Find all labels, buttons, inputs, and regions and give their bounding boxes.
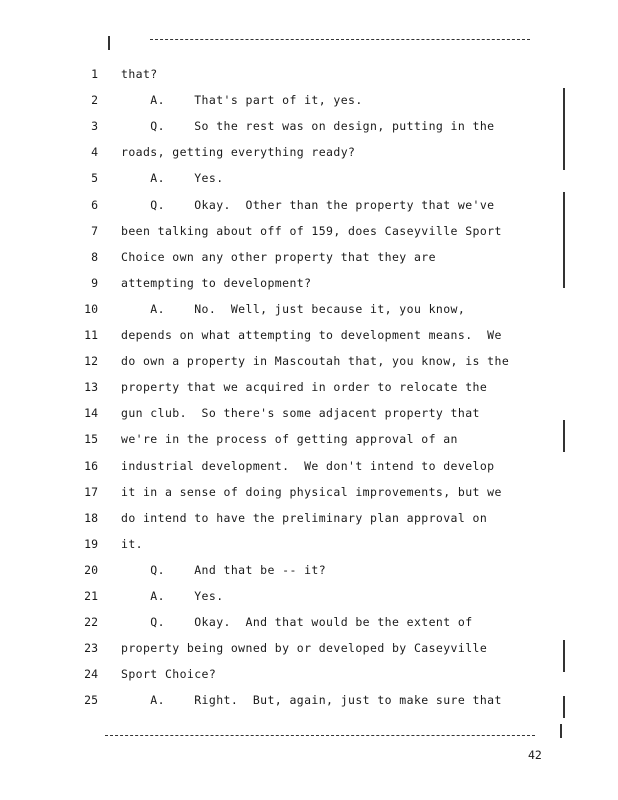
transcript-line-text: A. Yes. — [121, 589, 224, 603]
line-number: 9 — [91, 276, 98, 290]
line-number: 23 — [84, 641, 98, 655]
line-number: 6 — [91, 198, 98, 212]
line-number: 4 — [91, 145, 98, 159]
right-margin-bar — [563, 88, 565, 170]
top-margin-tick — [108, 36, 110, 50]
page-number: 42 — [528, 748, 542, 762]
line-number: 3 — [91, 119, 98, 133]
line-number: 1 — [91, 67, 98, 81]
line-number: 2 — [91, 93, 98, 107]
line-number: 13 — [84, 380, 98, 394]
transcript-line-text: Q. And that be -- it? — [121, 563, 327, 577]
transcript-line-text: Sport Choice? — [121, 667, 217, 681]
transcript-line-text: industrial development. We don't intend to develop — [121, 459, 495, 473]
transcript-line-text: been talking about off of 159, does Caseyville Sport — [121, 224, 502, 238]
line-number: 18 — [84, 511, 98, 525]
line-number: 5 — [91, 171, 98, 185]
right-margin-bar — [563, 696, 565, 718]
line-number: 24 — [84, 667, 98, 681]
transcript-line-text: A. That's part of it, yes. — [121, 93, 363, 107]
bottom-border-rule — [105, 735, 535, 736]
transcript-line-text: Q. Okay. Other than the property that we've — [121, 198, 495, 212]
right-margin-bar — [563, 420, 565, 452]
transcript-line-text: that? — [121, 67, 158, 81]
transcript-line-text: do own a property in Mascoutah that, you know, is the — [121, 354, 510, 368]
transcript-line-text: Choice own any other property that they are — [121, 250, 436, 264]
top-border-rule — [150, 39, 530, 40]
line-number: 12 — [84, 354, 98, 368]
transcript-line-text: gun club. So there's some adjacent property that — [121, 406, 480, 420]
bottom-margin-tick — [560, 724, 562, 738]
line-number: 14 — [84, 406, 98, 420]
transcript-line-text: property that we acquired in order to relocate the — [121, 380, 488, 394]
right-margin-bar — [563, 192, 565, 288]
line-number: 7 — [91, 224, 98, 238]
line-number: 8 — [91, 250, 98, 264]
transcript-line-text: do intend to have the preliminary plan approval on — [121, 511, 488, 525]
transcript-line-text: depends on what attempting to development means. We — [121, 328, 502, 342]
line-number: 15 — [84, 432, 98, 446]
line-number: 22 — [84, 615, 98, 629]
line-number: 11 — [84, 328, 98, 342]
transcript-line-text: A. Right. But, again, just to make sure that — [121, 693, 502, 707]
line-number: 21 — [84, 589, 98, 603]
transcript-line-text: Q. Okay. And that would be the extent of — [121, 615, 473, 629]
line-number: 25 — [84, 693, 98, 707]
line-number: 16 — [84, 459, 98, 473]
transcript-line-text: Q. So the rest was on design, putting in the — [121, 119, 495, 133]
line-number: 20 — [84, 563, 98, 577]
transcript-line-text: attempting to development? — [121, 276, 312, 290]
line-number: 17 — [84, 485, 98, 499]
transcript-line-text: property being owned by or developed by Caseyville — [121, 641, 488, 655]
transcript-line-text: it. — [121, 537, 143, 551]
transcript-line-text: A. Yes. — [121, 171, 224, 185]
transcript-line-text: we're in the process of getting approval of an — [121, 432, 458, 446]
transcript-line-text: it in a sense of doing physical improvements, but we — [121, 485, 502, 499]
line-number: 19 — [84, 537, 98, 551]
transcript-line-text: A. No. Well, just because it, you know, — [121, 302, 466, 316]
line-number: 10 — [84, 302, 98, 316]
transcript-line-text: roads, getting everything ready? — [121, 145, 356, 159]
right-margin-bar — [563, 640, 565, 672]
